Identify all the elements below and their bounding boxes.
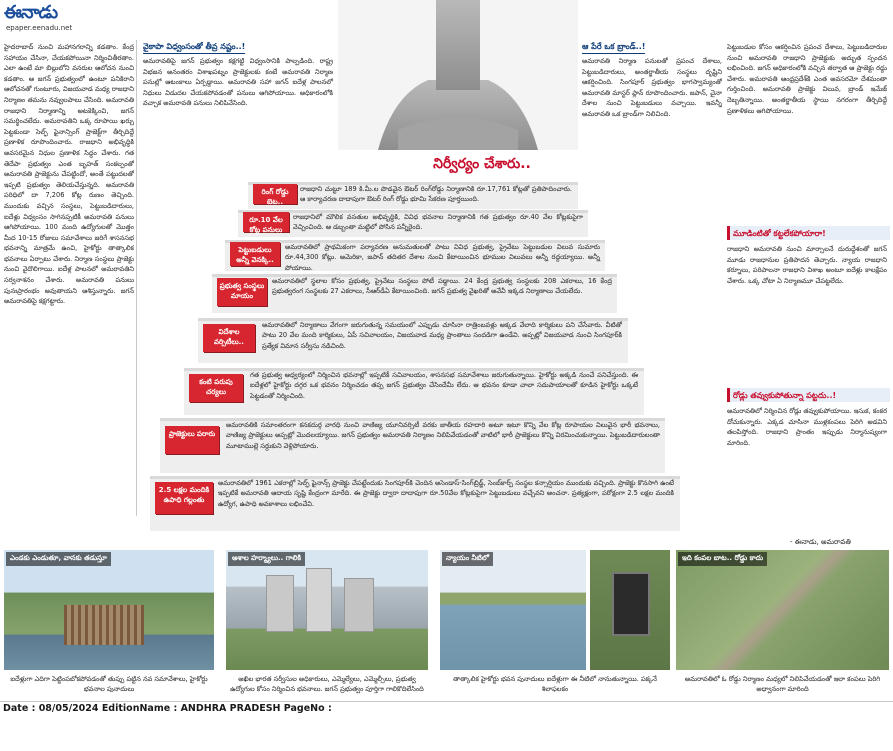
photo-caption: ఐదేళ్లుగా ఎదిగా పెట్టింపబోకపోవడంతో తుప్పు పట్టిన నవ సమావేశాలు, హైకోర్టు భవనాల పునాదులు xyxy=(10,675,208,693)
right-column-text-3: అమరావతిలో నిర్మించిన రోడ్లు తవ్వుకుపోయాయి. ఇసుక, కంకర దోచుకున్నారు. ఎక్కడ చూసినా ముళ్లకంపలు పెరిగి అడవిని తలపిస్తోంది. రాజధాని ప్రాంతం ఇప్పుడు నిర్మానుష్యంగా మారింది. xyxy=(727,407,887,447)
photo-rusting-foundations xyxy=(4,550,214,670)
site-url: epaper.eenadu.net xyxy=(6,24,73,32)
footer-edition-info: Date : 08/05/2024 EditionName : ANDHRA PRADESH PageNo : xyxy=(3,703,332,714)
step-text: రాజధానిలో మౌలిక వసతుల అభివృద్ధికి, వివిధ భవనాల నిర్మాణానికి గత ప్రభుత్వం రూ.40 వేల కోట్లకుపైగా వెచ్చించింది. ఆ డబ్బంతా మట్టిలో పోసిన పన్నీరైంది. xyxy=(293,213,583,232)
step-label: ప్రభుత్వ సంస్థలు మాయం xyxy=(217,278,267,306)
photo-title: ఇది కంపల బాట.. రోడ్డు కాదు xyxy=(678,552,767,566)
eenadu-logo: ఈనాడు xyxy=(4,2,58,23)
photo-title: న్యాయం నీటిలో xyxy=(442,552,493,566)
right-sub-article: అమరావతి నిర్మాణ పనులతో ప్రపంచ దేశాలు, పెట్టుబడిదారులు, అంతర్జాతీయ సంస్థలు దృష్టిని ఆకర్షించింది. సింగపూర్‌ ప్రభుత్వం భాగస్వామ్యంతో అమరావతి మాస్టర్‌ ప్లాన్‌ రూపొందించారు. జపాన్‌, చైనా దేశాల నుంచి పెట్టుబడులు వచ్చాయి. ఇవన్నీ అమరావతి ఒక బ్రాండ్‌గా నిలిచింది. xyxy=(582,57,722,118)
column-divider xyxy=(136,40,137,516)
left-sub-article: అమరావతిపై జగన్‌ ప్రభుత్వం కక్షగట్టి విధ్వంసానికి పాల్పడింది. రాష్ట్ర విభజన అనంతరం విశాఖపట్నం ప్రాజెక్టులకు కంటే అమరావతి నిర్మాణ పనుల్లో ఆటంకాలు ఏర్పడ్డాయి. అమరావతి సహా జగన్‌ ఐదేళ్ల పాలనలో నిధులు విడుదల చేయకపోవడంతో పనులు ఆగిపోయాయి. అధికారంలోకి వచ్చాక అమరావతి పనులు నిలిపివేసింది. xyxy=(143,57,333,108)
left-column-text: హైదరాబాద్‌ నుంచి మహానగరాన్ని కడతాం. కేంద్ర సహాయం చేసినా, చేయకపోయినా నిర్మించితీరతాం. ఎలా ఉంటే మా బిల్లులోని వనరుల ఆలోచన నుంచి కడతాం. ఆ జగన్‌ ప్రభుత్వంలో ఉంటూ పనికిరాని ఆలోచనతో గుంటూరు, విజయవాడ మధ్య రాజధాని నిర్మాణం తమను నవ్వులపాలు చేసింది. అమరావతి రాజధాని నిర్మాణాన్ని అటకెక్కించి, జగన్‌ సమర్థించలేదు. అమరావతిని ఒక్క రూపాయి ఖర్చు పెట్టకుండా సెల్ఫ్‌ ఫైనాన్సింగ్‌ ప్రాజెక్ట్‌గా తీర్చిదిద్దే ప్రణాళిక రూపొందించారు. రాజధాని అభివృద్ధికి అవసరమైన నిధుల ప్రణాళిక సిద్ధం చేశారు. గత తెదేపా ప్రభుత్వం ఎంత బృహత్‌ సంకల్పంతో అమరావతి ప్రాజెక్టును చేపట్టిందో, అంతే పట్టుదలతో ఇప్పటి ప్రభుత్వం తెలియచేస్తున్నది. అమరావతి పరిధిలో దా 7,206 కోట్ల రుణం తెచ్చింది. ముందుకు వచ్చిన సంస్థలు, పెట్టుబడిదారులు, ఐదేళ్లు విధ్వంసం సాగినప్పటికీ అమరావతి పనులు ఆగిపోయాయి. 100 మంది ఉద్యోగులతో మొత్తం మీద 10-15 రోజులు సమావేశాలు జరిగే శాసనసభ భవనాన్ని మాత్రమే ఉంచి, హైకోర్టు తాత్కాలిక భవనాలు ఏర్పాటు చేశారు. నిర్మాణ సంస్థలు ప్రాజెక్టు నుంచి వైదొలిగాయి. ఐదేళ్ల పాలనలో అమరావతిని సర్వనాశనం చేశారు. అమరావతి పనులు పునఃప్రారంభం అవుతాయని ఆశిస్తున్నారు. జగన్‌ అమరావతిపై కక్షగట్టారు. xyxy=(4,43,134,306)
right-subheadline: ఆ పేరే ఒక బ్రాండ్‌..! xyxy=(582,42,645,54)
step-label: రింగ్‌ రోడ్డు బెట.. xyxy=(253,184,297,204)
step-label: విదేశాల వర్సిటీలు.. xyxy=(203,324,255,352)
right-column-text-2: రాజధాని అమరావతి నుంచి మార్చాలనే దురుద్దేశంతో జగన్‌ మూడు రాజధానుల ప్రతిపాదన తెచ్చారు. న్యాయ రాజధాని కర్నూలు, పరిపాలనా రాజధాని విశాఖ అంటూ ఐదేళ్లు కాలక్షేపం చేశారు. ఒక్క చోటా ఏ నిర్మాణమూ చేపట్టలేదు. xyxy=(727,245,887,285)
step-text: అమరావతిలో స్థలాల కోసం ప్రభుత్వ, ప్రైవేటు సంస్థలు పోటీ పడ్డాయి. 24 కేంద్ర ప్రభుత్వ సంస్థలకు 208 ఎకరాలు, 16 కేంద్ర ప్రభుత్వరంగ సంస్థలకు 27 ఎకరాలు, సీఆర్‌డీఏ కేటాయించింది. జగన్‌ ప్రభుత్వ వైఖరితో అవేవీ ఇక్కడ నిర్మాణాలు చేయలేదు. xyxy=(272,277,612,296)
step-text: అమరావతిలో నిర్మాణాలు వేగంగా జరుగుతున్న సమయంలో ఎప్పుడు చూసినా రాత్రింబవళ్లు అక్కడ వేలాది కార్మికులు పని చేసేవారు. వీటితో పాటు 20 వేల మంది కార్మికులు, ఏపీ సచివాలయం, విజయవాడ మధ్య ప్రాంతాలు సందడిగా ఉండేవి. అప్పట్లో విజయవాడ నుంచి సింగపూర్‌కి ప్రత్యేక విమాన సర్వీసు నడిచింది. xyxy=(262,321,622,350)
step-text: అమరావతిలో 1961 ఎకరాల్లో సెల్ఫ్‌ ఫైనాన్స్‌ ప్రాజెక్టు చేపట్టేందుకు సింగపూర్‌కి చెందిన అసెండాస్‌-సింగ్‌బ్రిడ్జ్‌, సెంబ్‌కార్ప్‌ సంస్థల కన్సార్షియం ముందుకు వచ్చింది. ప్రాజెక్టు కొనసాగి ఉంటే ఇప్పటికే అమరావతి ఆదాయ సృష్టి కేంద్రంగా మారేది. ఈ ప్రాజెక్టు ద్వారా దాదాపుగా రూ.50వేల కోట్లకుపైగా పెట్టుబడులు వచ్చేవని అంచనా. ప్రత్యక్షంగా, పరోక్షంగా 2.5 లక్షల మందికి ఉద్యోగ, ఉపాధి అవకాశాలు లభించేవి. xyxy=(218,479,674,508)
photo-caption: అఖిల భారత సర్వీసుల అధికారులు, ఎమ్మెల్యేలు, ఎమ్మెల్సీలు, ప్రభుత్వ ఉద్యోగుల కోసం నిర్మించిన భవనాలు. జగన్‌ ప్రభుత్వం పూర్తిగా గాలికొదిలేసింది xyxy=(230,675,424,693)
right-subheadline-2: రోడ్లు తవ్వుకుపోతున్నా పట్టదు..! xyxy=(733,391,837,400)
photo-title: ఎండకు ఎండుతూ, వానకు తడుస్తూ xyxy=(6,552,111,566)
step-label: ప్రాజెక్టులు పరారు xyxy=(165,426,219,454)
step-text: గత ప్రభుత్వ ఆధ్వర్యంలో నిర్మించిన భవనాల్లో ఇప్పటికీ సచివాలయం, శాసనసభ సమావేశాలు జరుగుతున్నాయి. హైకోర్టు అక్కడి నుంచే పనిచేస్తుంది. ఈ ఐదేళ్లలో హైకోర్టు దగ్గర ఒక భవనం నిర్మించడం తప్ప జగన్‌ ప్రభుత్వం చేసిందేమీ లేదు. ఆ భవనం కూడా చాలా సదుపాయాలతో కూడిన హైకోర్టు ఒక్కటే పెట్టడంతో నిర్మించింది. xyxy=(250,371,638,400)
step-label: రూ.10 వేల కోట్ల పనులు xyxy=(243,212,289,232)
step-label: పెట్టుబడులు అన్నీ వెనక్కి.. xyxy=(230,242,280,266)
step-text: అమరావతికి సమాంతరంగా కనకదుర్గ వారధి నుంచి వాణిజ్య యూనివర్సిటీ వరకు జాతీయ రహదారి అటూ ఇటూ కొన్ని వేల కోట్ల రూపాయల విలువైన భారీ భవనాలు, వాణిజ్య ప్రాజెక్టులు అప్పట్లో మొదలయ్యాయి. జగన్‌ ప్రభుత్వం అమరావతి నిర్మాణం నిలిపివేయడంతో వాటిలో భారీ ప్రాజెక్టులు కొన్ని విరమించుకున్నాయి. పెట్టుబడిదారులంతా మూటాముల్లె సర్దుకుని వెళ్లిపోయారు. xyxy=(226,421,660,450)
photo-caption: తాత్కాలిక హైకోర్టు భవన పునాదులు ఐదేళ్లుగా ఈ నీటిలో నానుతున్నాయి. పక్కనే శిలాఫలకం xyxy=(453,675,657,693)
buddha-statue-image xyxy=(338,0,578,150)
right-subheadline-1: మూడింటితో కట్టలేకపోయారా! xyxy=(733,229,826,238)
main-headline: నిర్వీర్యం చేశారు.. xyxy=(433,156,531,172)
photo-foundation-stone xyxy=(590,550,670,670)
left-subheadline: వైకాపా విధ్వంసంతో తీవ్ర నష్టం..! xyxy=(143,42,245,54)
step-text: రాజధాని చుట్టూ 189 కి.మీ.ల పొడవైన ఔటర్‌ రింగ్‌రోడ్డు నిర్మాణానికి రూ.17,761 కోట్లతో ప్రతిపాదించారు. ఆ కార్యాచరణ దాదాపుగా ఔటర్‌ రింగ్‌ రోడ్డు భూమి సేకరణ పూర్తయింది. xyxy=(300,185,572,204)
photo-overgrown-road xyxy=(676,550,889,670)
step-label: కంటి పరుపు చర్యలు xyxy=(189,374,243,402)
photo-title: ఆశాల హర్మ్యాలు.. గాలికి xyxy=(228,552,305,566)
step-label: 2.5 లక్షల మందికి ఉపాధి గల్లంతు xyxy=(155,482,213,514)
photo-caption: అమరావతిలో ఓ రోడ్డు నిర్మాణం మధ్యలో నిలిపివేయడంతో ఇలా కంపలు పెరిగి అధ్వానంగా మారింది xyxy=(684,675,881,693)
photo-flooded-site xyxy=(440,550,586,670)
step-text: అమరావతిలో ప్రాథమికంగా పర్యావరణ అనుమతులతో పాటు వివిధ ప్రభుత్వ, ప్రైవేటు పెట్టుబడుల విలువ సుమారు రూ.44,300 కోట్లు. అమెరికా, జపాన్‌ తదితర దేశాల నుంచి కేటాయించిన భూముల విలువలు అన్నీ రద్దయ్యాయి. అన్నీ పోయాయి. xyxy=(285,243,600,272)
credit-line: - ఈనాడు, అమరావతి xyxy=(790,538,851,546)
right-column-text: పెట్టుబడుల కోసం ఆకర్షించిన ప్రపంచ దేశాలు, పెట్టుబడిదారుల నుంచి అమరావతి రాజధాని ప్రాజెక్టుకు అద్భుత స్పందన లభించింది. జగన్‌ అధికారంలోకి వచ్చిన తర్వాత ఆ ప్రాజెక్టు రద్దు చేశారు. అమరావతి ఆంధ్రప్రదేశ్‌కి ఎంత అవసరమో దేశమంతా గుర్తించింది. అమరావతి ప్రాజెక్టు విలువ, బ్రాండ్‌ ఇమేజ్‌ దెబ్బతిన్నాయి. అంతర్జాతీయ స్థాయి నగరంగా తీర్చిదిద్దే ప్రణాళికలు ఆగిపోయాయి. xyxy=(727,43,887,115)
photo-abandoned-towers xyxy=(226,550,428,670)
